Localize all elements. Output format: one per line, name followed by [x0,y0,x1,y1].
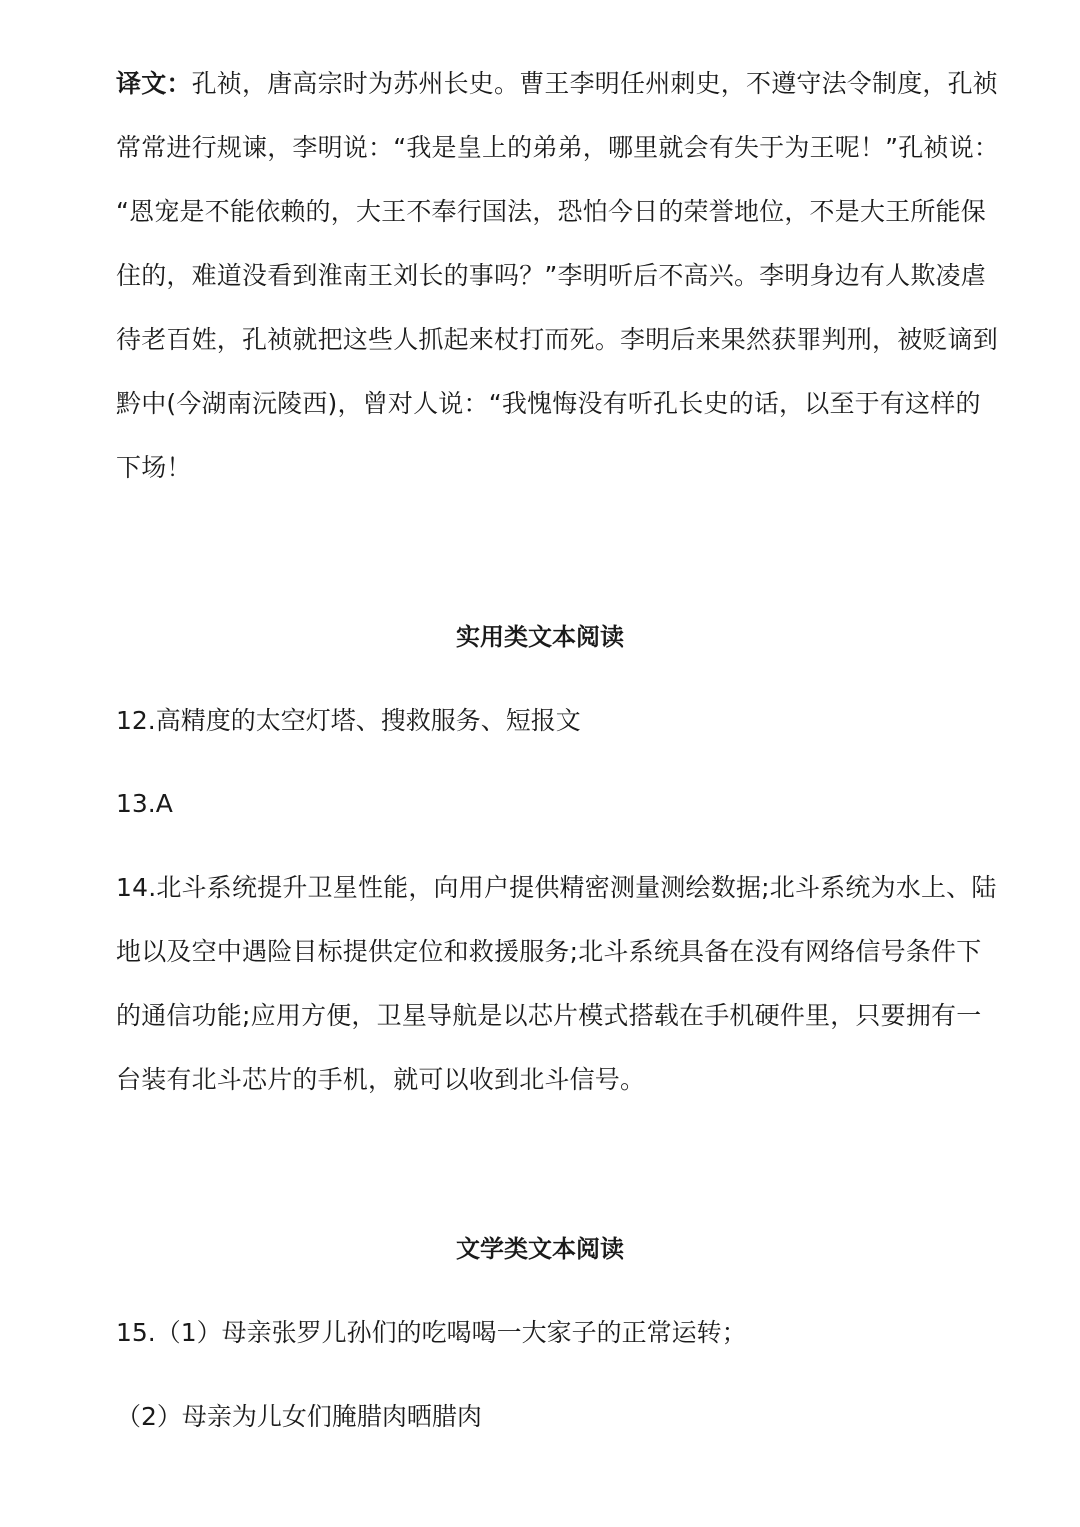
translation-line-text: 孔祯，唐高宗时为苏州长史。曹王李明任州刺史，不遵守法令制度，孔祯 [191,69,999,98]
answer-14-line: 的通信功能;应用方便，卫星导航是以芯片模式搭载在手机硬件里，只要拥有一 [116,1001,982,1030]
answer-12: 12.高精度的太空灯塔、搜救服务、短报文 [116,706,581,735]
answer-15-2: （2）母亲为儿女们腌腊肉晒腊肉 [116,1402,482,1431]
answer-15-1: 15.（1）母亲张罗儿孙们的吃喝喝一大家子的正常运转； [116,1318,747,1347]
translation-line: 黔中(今湖南沅陵西)，曾对人说：“我愧悔没有听孔长史的话，以至于有这样的 [116,389,981,418]
translation-label: 译文： [116,69,192,98]
answer-14-line: 14.北斗系统提升卫星性能，向用户提供精密测量测绘数据;北斗系统为水上、陆 [116,873,997,902]
translation-line: 常常进行规谏，李明说：“我是皇上的弟弟，哪里就会有失于为王呢！”孔祯说： [116,133,1000,162]
answer-14-line: 地以及空中遇险目标提供定位和救援服务;北斗系统具备在没有网络信号条件下 [116,937,982,966]
section-heading-practical: 实用类文本阅读 [456,623,624,651]
answer-14 [116,856,997,1112]
translation-line: 下场！ [116,453,192,482]
translation-paragraph [116,52,1000,500]
translation-line [116,52,999,116]
answer-13: 13.A [116,789,173,818]
translation-line: 待老百姓，孔祯就把这些人抓起来杖打而死。李明后来果然获罪判刑，被贬谪到 [116,325,999,354]
translation-line: “恩宠是不能依赖的，大王不奉行国法，恐怕今日的荣誉地位，不是大王所能保 [116,197,986,226]
translation-line: 住的，难道没看到淮南王刘长的事吗？”李明听后不高兴。李明身边有人欺凌虐 [116,261,986,290]
section-heading-literary: 文学类文本阅读 [456,1235,624,1263]
answer-14-line: 台装有北斗芯片的手机，就可以收到北斗信号。 [116,1065,646,1094]
